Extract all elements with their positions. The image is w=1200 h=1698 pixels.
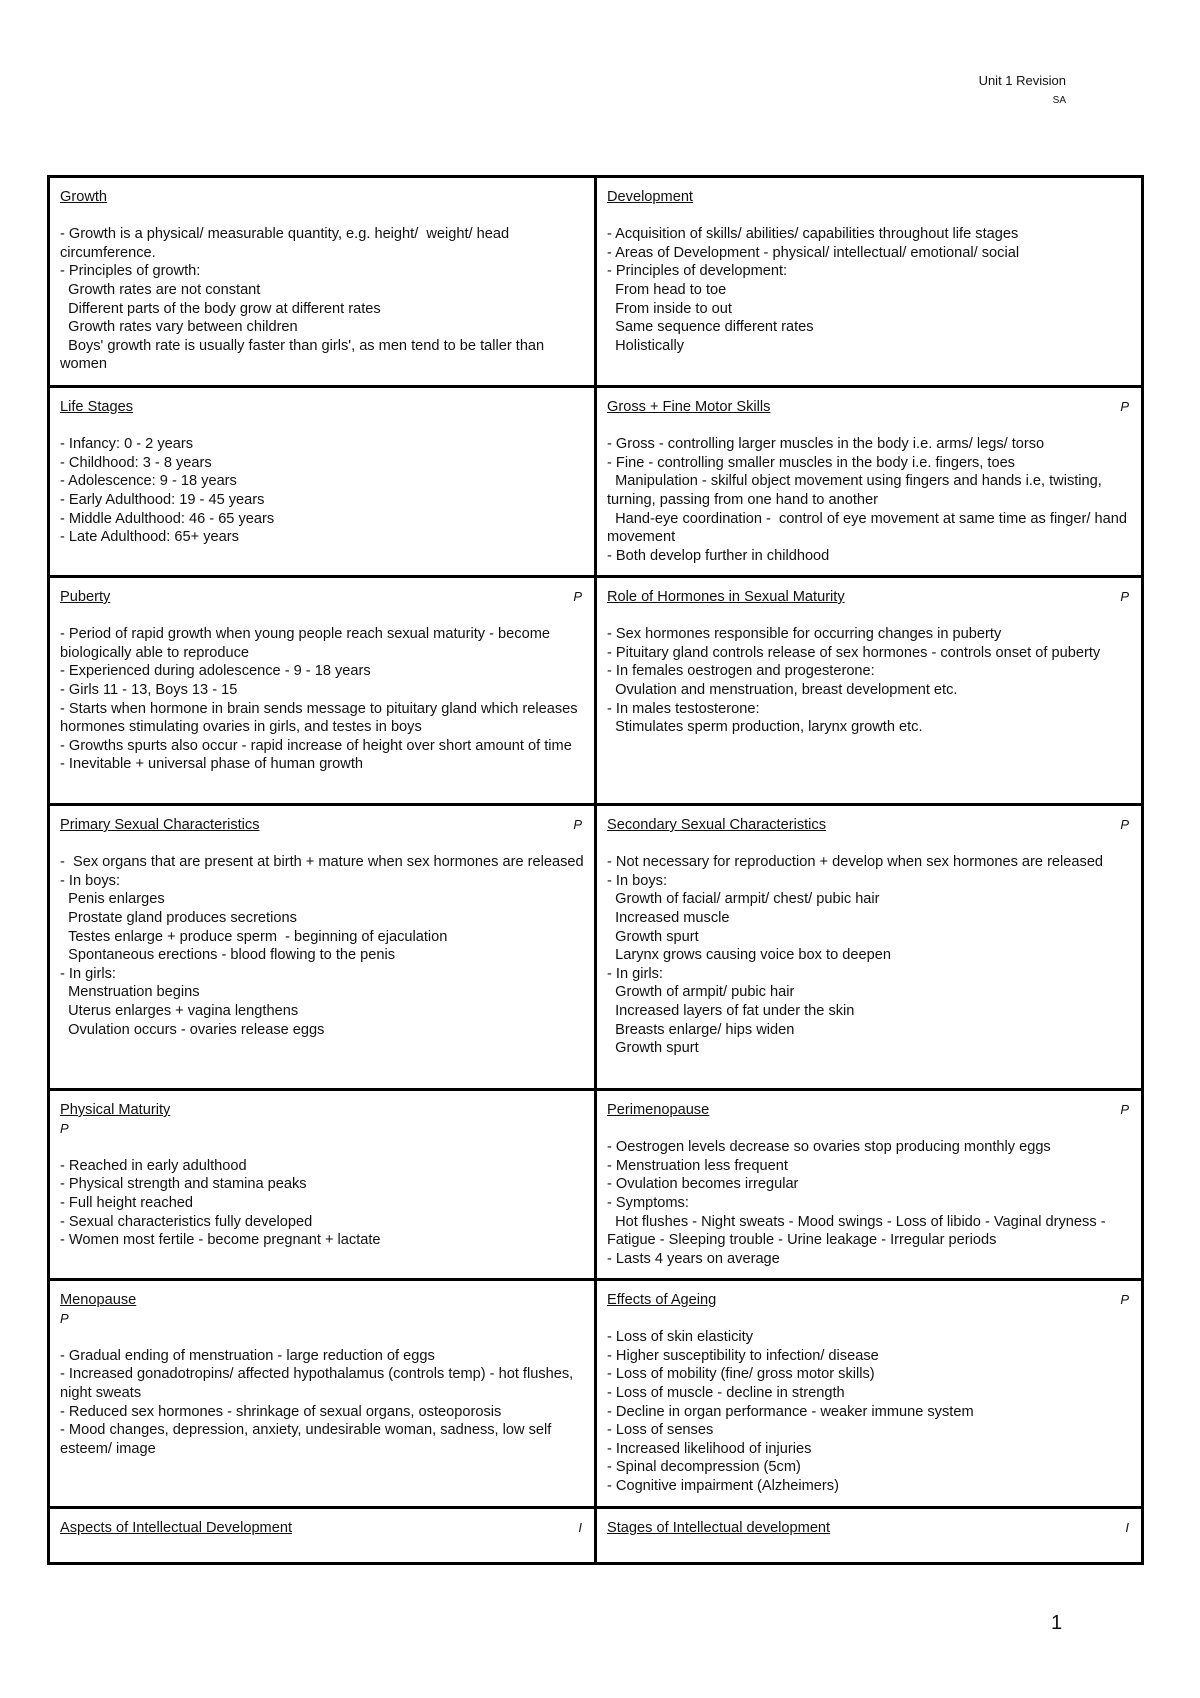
- topic-title: Development: [607, 189, 693, 205]
- note-line: - Areas of Development - physical/ intellectual/ emotional/ social: [607, 244, 1020, 261]
- topic-cell: [596, 177, 1143, 387]
- topic-cell: [596, 387, 1143, 577]
- topic-title: Aspects of Intellectual Development: [60, 1520, 293, 1536]
- note-line: - Girls 11 - 13, Boys 13 - 15: [60, 681, 238, 698]
- topic-cell: [596, 1090, 1143, 1280]
- topic-tag: I: [578, 1520, 582, 1535]
- note-line: - Full height reached: [60, 1194, 194, 1211]
- note-line: Ovulation and menstruation, breast development etc.: [607, 681, 958, 698]
- note-line: From inside to out: [607, 300, 732, 317]
- note-line: Spontaneous erections - blood flowing to the penis: [60, 947, 396, 964]
- note-line: - Not necessary for reproduction + develop when sex hormones are released: [607, 854, 1104, 871]
- note-line: - Physical strength and stamina peaks: [60, 1176, 307, 1193]
- note-line: - Growths spurts also occur - rapid increase of height over short amount of time: [60, 737, 572, 754]
- document-title: Unit 1 Revision: [978, 73, 1066, 88]
- topic-cell: [49, 387, 596, 577]
- grid-row: [49, 1280, 1143, 1508]
- grid-row: [49, 387, 1143, 577]
- note-line: - Increased likelihood of injuries: [607, 1440, 812, 1457]
- note-line: Growth spurt: [607, 928, 699, 945]
- note-line: Growth spurt: [607, 1040, 699, 1057]
- topic-title: Perimenopause: [607, 1102, 710, 1118]
- topic-tag: P: [1120, 1102, 1129, 1117]
- note-line: - Principles of growth:: [60, 263, 201, 280]
- topic-title: Life Stages: [60, 399, 134, 415]
- topic-header: [60, 1519, 584, 1538]
- note-line: Growth rates vary between children: [60, 319, 298, 336]
- topic-cell: [49, 177, 596, 387]
- note-line: - Decline in organ performance - weaker immune system: [607, 1403, 974, 1420]
- topic-header: [607, 398, 1131, 417]
- note-line: Manipulation - skilful object movement using fingers and hands i.e, twisting, turning, passing from one hand to another: [607, 473, 1106, 508]
- grid-row: [49, 805, 1143, 1090]
- note-line: - Increased gonadotropins/ affected hypothalamus (controls temp) - hot flushes, night sweats: [60, 1366, 578, 1401]
- note-line: Boys' growth rate is usually faster than girls', as men tend to be taller than women: [60, 337, 549, 373]
- note-line: - Inevitable + universal phase of human growth: [60, 756, 363, 773]
- note-line: Growth rates are not constant: [60, 281, 261, 298]
- topic-header: [60, 1291, 584, 1328]
- topic-header: [60, 588, 584, 607]
- topic-header: [607, 1101, 1131, 1120]
- note-line: - Spinal decompression (5cm): [607, 1459, 801, 1476]
- topic-header: [607, 1291, 1131, 1310]
- topic-cell: [596, 1280, 1143, 1508]
- note-line: Hot flushes - Night sweats - Mood swings - Loss of libido - Vaginal dryness - Fatigue - Sleeping trouble - Urine leakage - Irregular periods: [607, 1213, 1110, 1249]
- topic-header: [60, 816, 584, 835]
- note-line: Menstruation begins: [60, 984, 200, 1001]
- note-line: - Fine - controlling smaller muscles in the body i.e. fingers, toes: [607, 454, 1015, 471]
- topic-title: Stages of Intellectual development: [607, 1520, 831, 1536]
- grid-row: [49, 577, 1143, 805]
- topic-header: [607, 188, 1131, 207]
- topic-title: Menopause: [60, 1292, 137, 1308]
- topic-title: Physical Maturity: [60, 1102, 171, 1118]
- note-line: - Sexual characteristics fully developed: [60, 1213, 313, 1230]
- note-line: Holistically: [607, 337, 685, 354]
- topic-cell: [49, 577, 596, 805]
- note-line: - Early Adulthood: 19 - 45 years: [60, 491, 265, 508]
- note-line: - Gradual ending of menstruation - large reduction of eggs: [60, 1347, 435, 1364]
- topic-tag: P: [1120, 589, 1129, 604]
- note-line: - Principles of development:: [607, 263, 788, 280]
- note-line: - Oestrogen levels decrease so ovaries stop producing monthly eggs: [607, 1139, 1051, 1156]
- topic-tag: P: [1120, 817, 1129, 832]
- note-line: Testes enlarge + produce sperm - beginning of ejaculation: [60, 928, 448, 945]
- note-line: Increased layers of fat under the skin: [607, 1002, 855, 1019]
- grid-row: [49, 1090, 1143, 1280]
- topic-title: Gross + Fine Motor Skills: [607, 399, 771, 415]
- note-line: Larynx grows causing voice box to deepen: [607, 947, 891, 964]
- topic-tag: P: [573, 589, 582, 604]
- note-line: - Loss of skin elasticity: [607, 1329, 753, 1346]
- note-line: Ovulation occurs - ovaries release eggs: [60, 1021, 325, 1038]
- topic-cell: [596, 805, 1143, 1090]
- note-line: - In girls:: [607, 965, 663, 982]
- note-line: - Loss of senses: [607, 1422, 714, 1439]
- note-line: - Cognitive impairment (Alzheimers): [607, 1477, 839, 1494]
- topic-tag: I: [1125, 1520, 1129, 1535]
- note-line: - Starts when hormone in brain sends message to pituitary gland which releases hormones stimulating ovaries in girls, and testes in boys: [60, 700, 582, 736]
- author-initials: SA: [1052, 95, 1066, 106]
- note-line: - Gross - controlling larger muscles in the body i.e. arms/ legs/ torso: [607, 436, 1045, 453]
- note-line: - Middle Adulthood: 46 - 65 years: [60, 510, 275, 527]
- note-line: Prostate gland produces secretions: [60, 909, 297, 926]
- page-number: 1: [1051, 1612, 1063, 1634]
- note-line: - Symptoms:: [607, 1194, 689, 1211]
- note-line: - Mood changes, depression, anxiety, undesirable woman, sadness, low self esteem/ image: [60, 1422, 556, 1457]
- topic-title: Effects of Ageing: [607, 1292, 717, 1308]
- note-line: - Experienced during adolescence - 9 - 18 years: [60, 663, 371, 680]
- page-header: [766, 0, 1066, 120]
- note-line: - Childhood: 3 - 8 years: [60, 454, 212, 471]
- note-line: Stimulates sperm production, larynx growth etc.: [607, 719, 923, 736]
- note-line: - Lasts 4 years on average: [607, 1250, 780, 1267]
- note-line: - Growth is a physical/ measurable quantity, e.g. height/ weight/ head circumference.: [60, 226, 514, 261]
- topic-header: [607, 1519, 1131, 1538]
- note-line: - Reduced sex hormones - shrinkage of sexual organs, osteoporosis: [60, 1403, 502, 1420]
- note-line: - Women most fertile - become pregnant + lactate: [60, 1232, 381, 1249]
- note-line: - Adolescence: 9 - 18 years: [60, 473, 237, 490]
- topic-header: [60, 398, 584, 417]
- note-line: Different parts of the body grow at different rates: [60, 300, 381, 317]
- note-line: - Pituitary gland controls release of sex hormones - controls onset of puberty: [607, 644, 1101, 661]
- note-line: - Late Adulthood: 65+ years: [60, 529, 239, 546]
- note-line: Growth of armpit/ pubic hair: [607, 984, 795, 1001]
- topic-cell: [49, 1508, 596, 1564]
- note-line: - In girls:: [60, 965, 116, 982]
- note-line: - Menstruation less frequent: [607, 1157, 788, 1174]
- topic-header: [60, 1101, 584, 1138]
- note-line: Penis enlarges: [60, 891, 165, 908]
- note-line: From head to toe: [607, 281, 727, 298]
- topic-header: [607, 588, 1131, 607]
- topic-tag: P: [1120, 1292, 1129, 1307]
- topic-cell: [49, 805, 596, 1090]
- note-line: Uterus enlarges + vagina lengthens: [60, 1002, 299, 1019]
- topic-tag: P: [573, 817, 582, 832]
- note-line: - In boys:: [607, 872, 668, 889]
- note-line: Same sequence different rates: [607, 319, 814, 336]
- note-line: - Period of rapid growth when young people reach sexual maturity - become biologically able to reproduce: [60, 626, 555, 661]
- topic-title: Puberty: [60, 589, 111, 605]
- note-line: - Ovulation becomes irregular: [607, 1176, 799, 1193]
- note-line: - Loss of muscle - decline in strength: [607, 1384, 845, 1401]
- grid-row: [49, 177, 1143, 387]
- topic-title: Primary Sexual Characteristics: [60, 817, 260, 833]
- topic-tag: P: [60, 1310, 69, 1326]
- grid-row: [49, 1508, 1143, 1564]
- note-line: Growth of facial/ armpit/ chest/ pubic hair: [607, 891, 880, 908]
- topic-tag: P: [1120, 399, 1129, 414]
- note-line: - In boys:: [60, 872, 121, 889]
- note-line: Increased muscle: [607, 909, 730, 926]
- topic-title: Growth: [60, 189, 108, 205]
- note-line: - Loss of mobility (fine/ gross motor skills): [607, 1366, 875, 1383]
- topic-header: [60, 188, 584, 207]
- topic-title: Secondary Sexual Characteristics: [607, 817, 827, 833]
- note-line: - Higher susceptibility to infection/ disease: [607, 1347, 879, 1364]
- note-line: - Reached in early adulthood: [60, 1157, 247, 1174]
- revision-grid: [47, 175, 1144, 1565]
- note-line: - Sex hormones responsible for occurring changes in puberty: [607, 626, 1002, 643]
- topic-tag: P: [60, 1120, 69, 1136]
- note-line: - Sex organs that are present at birth + mature when sex hormones are released: [60, 854, 584, 871]
- note-line: - In females oestrogen and progesterone:: [607, 663, 875, 680]
- topic-cell: [49, 1090, 596, 1280]
- note-line: - In males testosterone:: [607, 700, 760, 717]
- topic-cell: [49, 1280, 596, 1508]
- note-line: - Both develop further in childhood: [607, 547, 830, 564]
- topic-title: Role of Hormones in Sexual Maturity: [607, 589, 845, 605]
- note-line: Breasts enlarge/ hips widen: [607, 1021, 795, 1038]
- note-line: - Acquisition of skills/ abilities/ capabilities throughout life stages: [607, 226, 1019, 243]
- topic-cell: [596, 577, 1143, 805]
- topic-header: [607, 816, 1131, 835]
- topic-cell: [596, 1508, 1143, 1564]
- note-line: - Infancy: 0 - 2 years: [60, 436, 194, 453]
- note-line: Hand-eye coordination - control of eye movement at same time as finger/ hand movement: [607, 510, 1132, 546]
